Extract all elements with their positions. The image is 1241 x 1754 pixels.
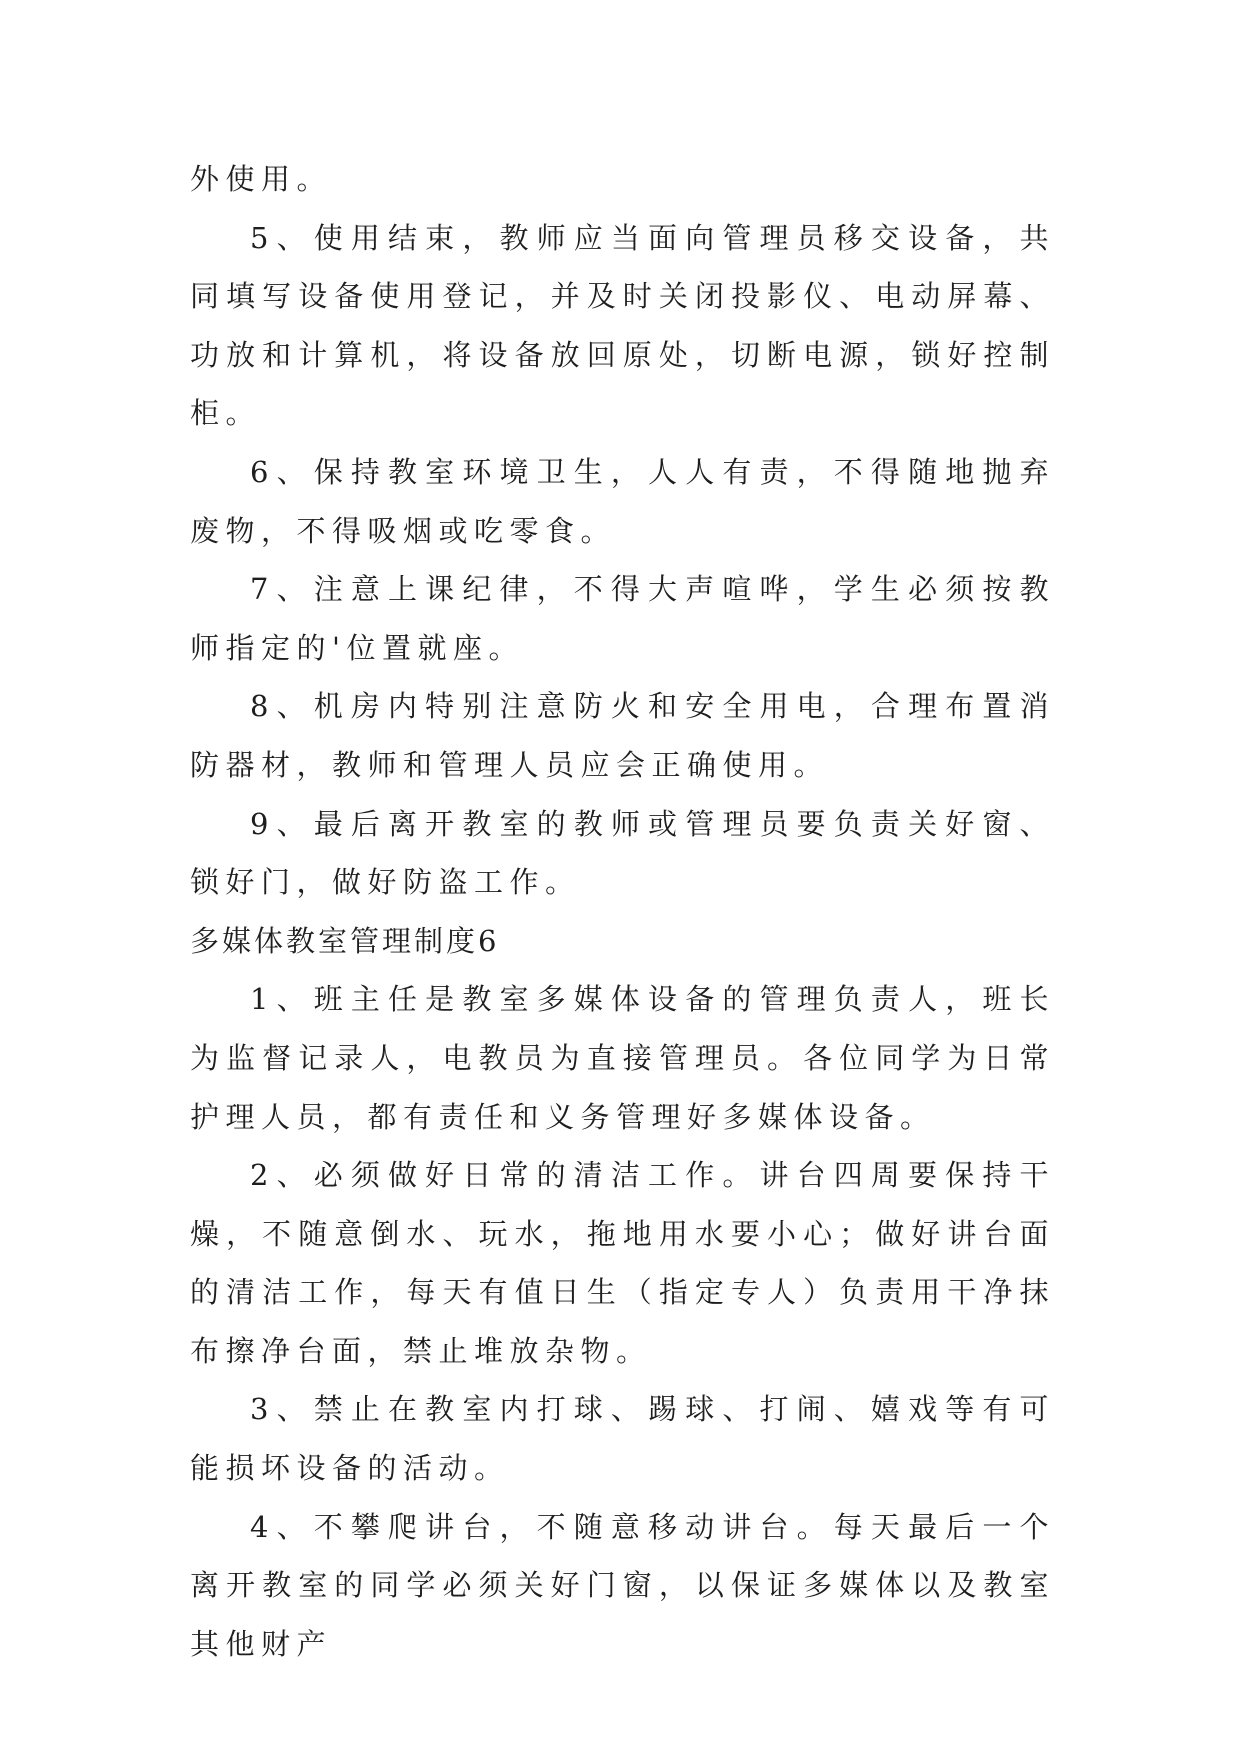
document-body xyxy=(190,150,1055,1673)
section-title: 多媒体教室管理制度6 xyxy=(190,923,500,958)
rule-item-8: 8、机房内特别注意防火和安全用电，合理布置消防器材，教师和管理人员应会正确使用。 xyxy=(190,689,1055,782)
rule-item-4: 4、不攀爬讲台，不随意移动讲台。每天最后一个离开教室的同学必须关好门窗，以保证多媒体以及教室其他财产 xyxy=(190,1509,1055,1661)
rule-item-5: 5、使用结束，教师应当面向管理员移交设备，共同填写设备使用登记，并及时关闭投影仪、电动屏幕、功放和计算机，将设备放回原处，切断电源，锁好控制柜。 xyxy=(190,220,1055,431)
rule-item-2: 2、必须做好日常的清洁工作。讲台四周要保持干燥，不随意倒水、玩水，拖地用水要小心；做好讲台面的清洁工作，每天有值日生（指定专人）负责用干净抹布擦净台面，禁止堆放杂物。 xyxy=(190,1158,1055,1368)
rule-item-6: 6、保持教室环境卫生，人人有责，不得随地抛弃废物，不得吸烟或吃零食。 xyxy=(190,454,1055,548)
rule-item-7: 7、注意上课纪律，不得大声喧哗，学生必须按教师指定的'位置就座。 xyxy=(190,572,1055,665)
rule-item-3: 3、禁止在教室内打球、踢球、打闹、嬉戏等有可能损坏设备的活动。 xyxy=(190,1392,1055,1486)
rule-item-9: 9、最后离开教室的教师或管理员要负责关好窗、锁好门，做好防盗工作。 xyxy=(190,806,1055,900)
rule-item-1: 1、班主任是教室多媒体设备的管理负责人，班长为监督记录人，电教员为直接管理员。各位同学为日常护理人员，都有责任和义务管理好多媒体设备。 xyxy=(190,982,1055,1134)
continuation-text: 外使用。 xyxy=(190,162,333,196)
